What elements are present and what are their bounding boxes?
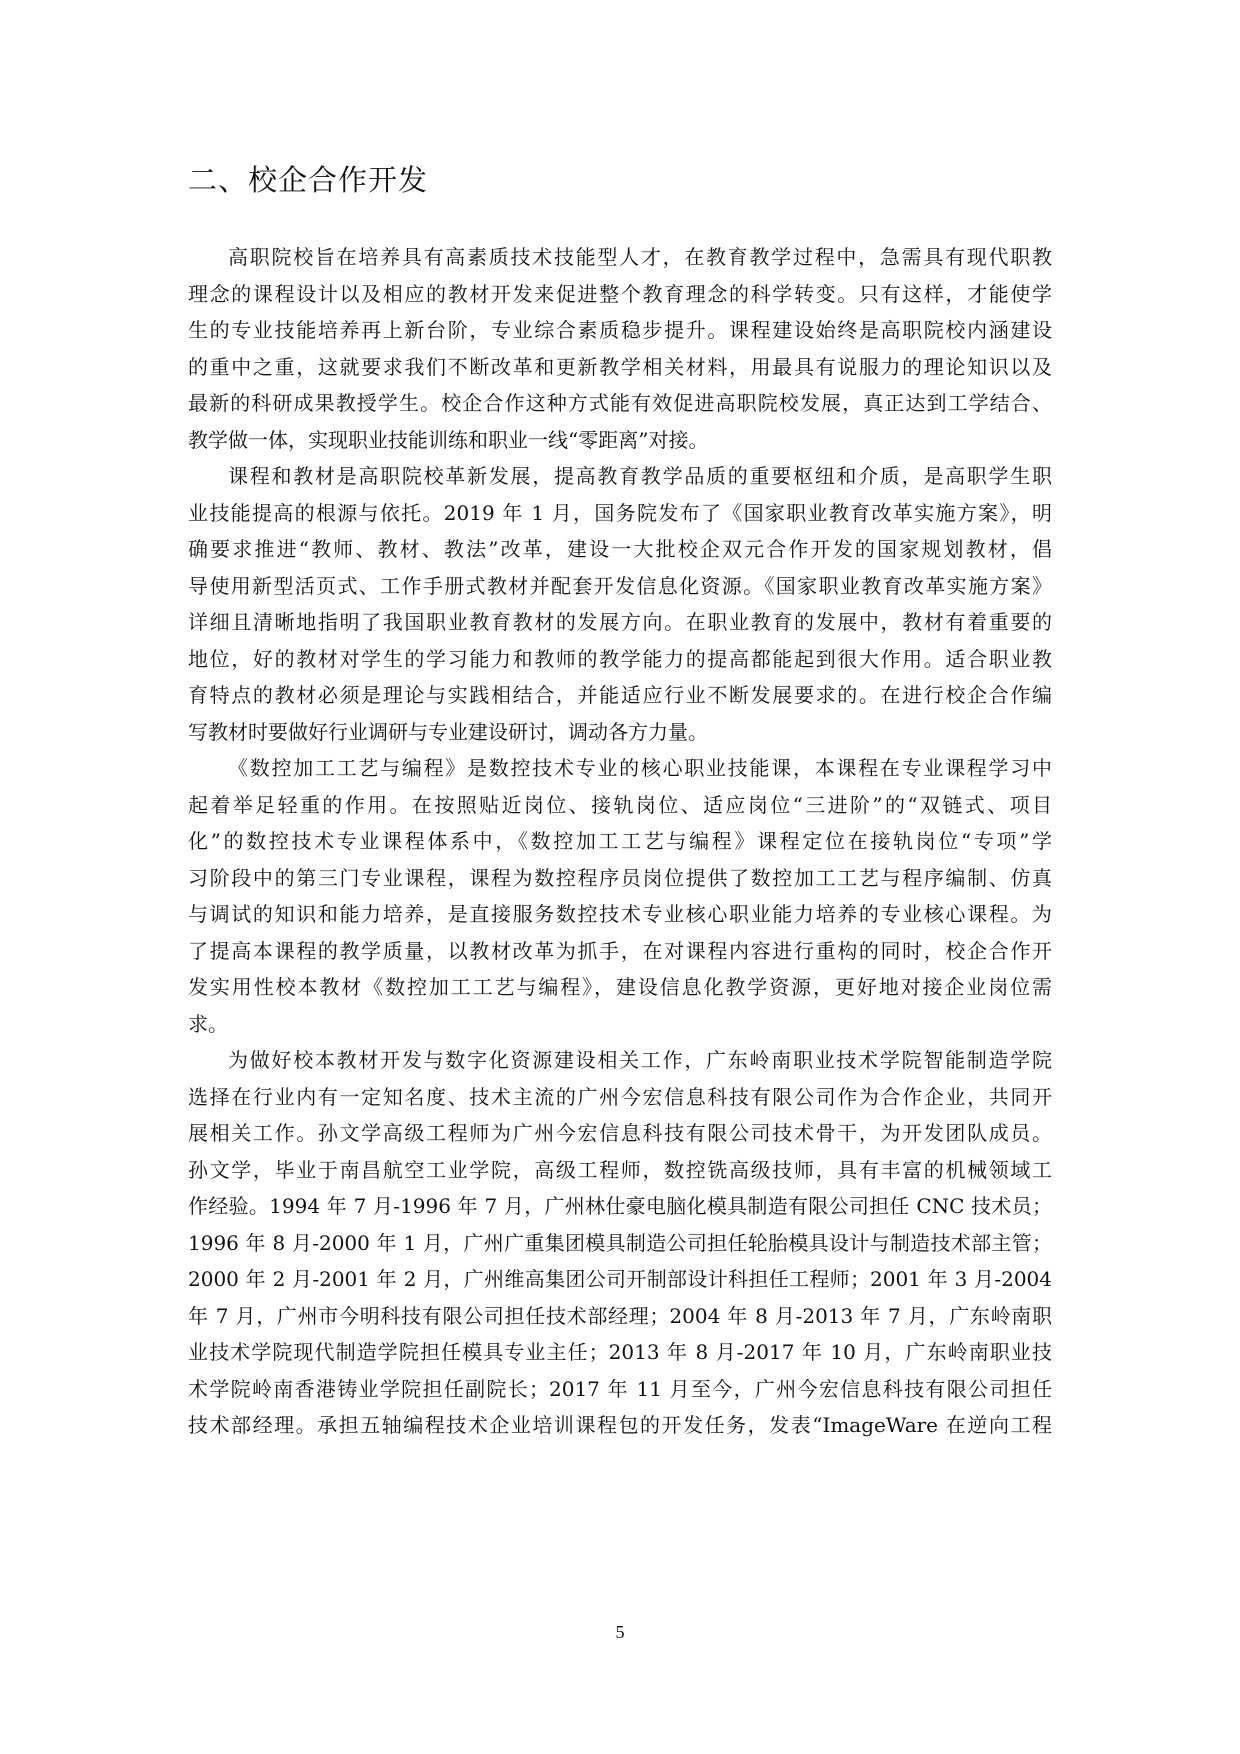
text-line: 课程和教材是高职院校革新发展，提高教育教学品质的重要枢纽和介质，是高职学生职 [228,464,1052,488]
text-line: 地位，好的教材对学生的学习能力和教师的教学能力的提高都能起到很大作用。适合职业教 [188,646,1052,671]
text-line: 技术部经理。承担五轴编程技术企业培训课程包的开发任务，发表“ImageWare 在逆向工程 [188,1413,1052,1437]
page-number: 5 [615,1622,625,1642]
text-line: 教学做一体，实现职业技能训练和职业一线“零距离”对接。 [188,427,709,452]
text-line: 《数控加工工艺与编程》是数控技术专业的核心职业技能课，本课程在专业课程学习中 [228,756,1052,780]
text-line: 导使用新型活页式、工作手册式教材并配套开发信息化资源。《国家职业教育改革实施方案》 [188,573,1052,598]
text-line: 高职院校旨在培养具有高素质技术技能型人才，在教育教学过程中，急需具有现代职教 [228,245,1052,269]
text-line: 作经验。1994 年 7 月-1996 年 7 月，广州林仕豪电脑化模具制造有限公司担任 CNC 技术员； [188,1194,1052,1218]
text-line: 为做好校本教材开发与数字化资源建设相关工作，广东岭南职业技术学院智能制造学院 [228,1048,1052,1072]
paragraph [188,750,1052,1042]
body-text [188,239,1052,1444]
text-line: 生的专业技能培养再上新台阶，专业综合素质稳步提升。课程建设始终是高职院校内涵建设 [188,318,1052,342]
text-line: 选择在行业内有一定知名度、技术主流的广州今宏信息科技有限公司作为合作企业，共同开 [188,1084,1052,1109]
text-line: 理念的课程设计以及相应的教材开发来促进整个教育理念的科学转变。只有这样，才能使学 [188,281,1052,306]
text-line: 了提高本课程的教学质量，以教材改革为抓手，在对课程内容进行重构的同时，校企合作开 [188,938,1052,963]
text-line: 写教材时要做好行业调研与专业建设研讨，调动各方力量。 [188,719,708,744]
text-line: 年 7 月，广州市今明科技有限公司担任技术部经理；2004 年 8 月-2013 年 7 月，广东岭南职 [188,1303,1052,1328]
paragraph [188,239,1052,458]
text-line: 育特点的教材必须是理论与实践相结合，并能适应行业不断发展要求的。在进行校企合作编 [188,683,1052,707]
text-line: 求。 [188,1011,228,1036]
text-line: 确要求推进“教师、教材、教法”改革，建设一大批校企双元合作开发的国家规划教材，倡 [188,537,1052,561]
paragraph [188,458,1052,750]
section-title: 二、校企合作开发 [188,163,429,197]
text-line: 习阶段中的第三门专业课程，课程为数控程序员岗位提供了数控加工工艺与程序编制、仿真 [188,865,1052,890]
text-line: 的重中之重，这就要求我们不断改革和更新教学相关材料，用最具有说服力的理论知识以及 [188,354,1052,379]
text-line: 与调试的知识和能力培养，是直接服务数控技术专业核心职业能力培养的专业核心课程。为 [188,902,1052,926]
text-line: 术学院岭南香港铸业学院担任副院长；2017 年 11 月至今，广州今宏信息科技有限公司担任 [188,1376,1052,1401]
text-line: 孙文学，毕业于南昌航空工业学院，高级工程师，数控铣高级技师，具有丰富的机械领域工 [188,1157,1052,1182]
text-line: 化”的数控技术专业课程体系中，《数控加工工艺与编程》课程定位在接轨岗位“专项”学 [188,829,1052,853]
paragraph [188,1042,1052,1444]
text-line: 起着举足轻重的作用。在按照贴近岗位、接轨岗位、适应岗位“三进阶”的“双链式、项目 [188,792,1052,817]
text-line: 业技能提高的根源与依托。2019 年 1 月，国务院发布了《国家职业教育改革实施方案》，明 [188,500,1052,525]
text-line: 详细且清晰地指明了我国职业教育教材的发展方向。在职业教育的发展中，教材有着重要的 [188,610,1052,634]
text-line: 2000 年 2 月-2001 年 2 月，广州维高集团公司开制部设计科担任工程师；2001 年 3 月-2004 [188,1267,1052,1291]
text-line: 1996 年 8 月-2000 年 1 月，广州广重集团模具制造公司担任轮胎模具设计与制造技术部主管； [188,1230,1052,1255]
text-line: 业技术学院现代制造学院担任模具专业主任；2013 年 8 月-2017 年 10 月，广东岭南职业技 [188,1340,1052,1364]
text-line: 最新的科研成果教授学生。校企合作这种方式能有效促进高职院校发展，真正达到工学结合、 [188,391,1052,415]
text-line: 展相关工作。孙文学高级工程师为广州今宏信息科技有限公司技术骨干，为开发团队成员。 [188,1121,1052,1145]
text-line: 发实用性校本教材《数控加工工艺与编程》，建设信息化教学资源，更好地对接企业岗位需 [188,975,1052,999]
